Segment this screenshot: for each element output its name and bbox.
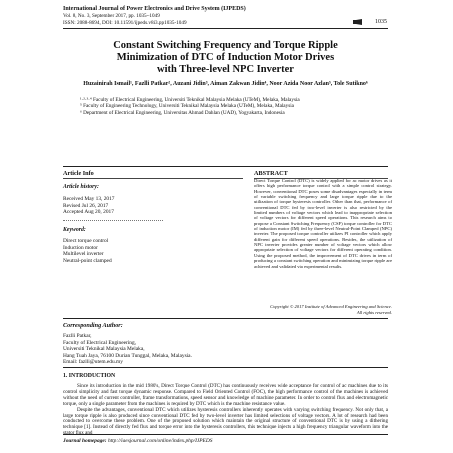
footer: [63, 438, 212, 444]
title-line: Constant Switching Frequency and Torque Ripple: [113, 40, 338, 51]
corresponding-line: Faculty of Electrical Engineering,: [63, 339, 137, 346]
doi-icon: [353, 19, 362, 27]
corresponding-email: Email: fazlli@utem.edu.my: [63, 359, 123, 365]
keyword: Multilevel inverter: [63, 251, 104, 257]
copyright: [254, 304, 392, 315]
introduction-heading: 1. INTRODUCTION: [63, 373, 116, 379]
corresponding-line: Universiti Teknikal Malaysia Melaka,: [63, 346, 145, 352]
footer-label: Journal homepage:: [63, 438, 107, 444]
corresponding-line: Fazlli Patkar,: [63, 333, 92, 339]
copyright-line: All rights reserved.: [356, 309, 392, 315]
corresponding-details: [63, 333, 192, 366]
introduction-body: [63, 384, 388, 437]
affiliation: ⁶ Department of Electrical Engineering, Universitas Ahmad Dahlan (UAD), Yogyakarta, Indonesia: [80, 109, 285, 116]
section-rule-top: [63, 166, 388, 167]
affiliation: ⁵ Faculty of Engineering Technology, Universiti Teknikal Malaysia Melaka (UTeM), Melaka, Malaysia: [80, 103, 294, 110]
info-divider: [63, 220, 163, 221]
paragraph: Despite the advantages, conventional DTC which utilizes hysteresis controllers inherently operates with varying switching frequency. Not only that, a large torque ripple is also produced since conventional DTC fed by two-level inverter has limited selections of voltage vectors. A lot of research had been conducted to overcome these problem. One of the proposed solution which maintain the original structure of conventional DTC is by using a dithering technique [1]. Instead of directly fed flux and torque error into the hysteresis controllers, this technique injects a high frequency triangular waveform into the stator flux and: [63, 406, 388, 437]
abstract-heading: ABSTRACT: [254, 170, 288, 177]
history-item: Accepted Aug 20, 2017: [63, 209, 114, 215]
paragraph: Since its introduction in the mid 1980's, Direct Torque Control (DTC) has continuously receives wide acceptance for control of ac machines due to its control simplicity and fast torque dynamic response. Compared to Field Oriented Control (FOC), the high performance control of the machines is achieved without the need of current controller, frame transformations, speed sensor and knowledge of machine parameter. In order to control flux and electromagnetic torque, only a single parameter from the machines is required by DTC which is the machine resistance value.: [63, 383, 388, 407]
keyword: Induction motor: [63, 244, 98, 251]
section-rule-bottom: [63, 318, 388, 319]
keyword: Neutral-point clamped: [63, 257, 112, 264]
title-line: with Three-level NPC Inverter: [157, 64, 294, 75]
footer-url[interactable]: http://iaesjournal.com/online/index.php/IJPEDS: [107, 438, 213, 444]
history-item: Revised Jul 26, 2017: [63, 202, 109, 209]
article-info-heading: Article Info: [63, 170, 94, 177]
keywords-heading: Keyword:: [63, 227, 86, 233]
affiliations: [80, 97, 380, 116]
history-item: Received May 13, 2017: [63, 196, 115, 202]
journal-name: International Journal of Power Electronics and Drive System (IJPEDS): [63, 6, 246, 12]
authors: Huzainirah Ismail¹, Fazlli Patkar², Auzani Jidin³, Aiman Zakwan Jidin⁴, Noor Azida Noor Azlan⁵, Tole Sutikno⁶: [83, 81, 368, 87]
corresponding-heading: Corresponding Author:: [63, 322, 123, 329]
abstract-text: Direct Torque Control (DTC) is widely applied for ac motor drives as it offers high performance torque control with a simple control strategy. However, conventional DTC poses some disadvantages especially in term of variable switching frequency and large torque ripple due to the utilization of torque hysteresis controller. Other than that, performance of conventional DTC fed by two-level inverter is also restricted by the limited numbers of voltage vectors which lead to inappropriate selection of voltage vectors for different speed operations. This research aims to propose a Constant Switching Frequency (CSF) torque controller for DTC of induction motor (IM) fed by three-level Neutral-Point Clamped (NPC) inverter. The proposed torque controller utilizes PI controller which apply different gain for different speed operations. Besides, the utilization of NPC inverter provides greater number of voltage vectors which allow appropriate selection of voltage vectors for different operating condition. Using the proposed method, the improvement of DTC drives in term of producing a constant switching operation and minimizing torque ripple are achieved and validated via experimental results.: [254, 178, 392, 269]
keyword: Direct torque control: [63, 238, 109, 244]
info-rule: [63, 178, 243, 179]
footer-rule: [63, 434, 388, 435]
history-heading: Article history:: [63, 184, 99, 190]
corresponding-line: Hang Tuah Jaya, 76100 Durian Tunggal, Melaka, Malaysia.: [63, 352, 192, 359]
keywords-list: [63, 238, 112, 264]
copyright-line: Copyright © 2017 Institute of Advanced Engineering and Science.: [270, 304, 392, 309]
paper-title: [63, 40, 388, 76]
header-rule: [63, 28, 388, 29]
history-list: [63, 196, 115, 216]
affiliation: ¹·²·³·⁴ Faculty of Electrical Engineering, Universiti Teknikal Malaysia Melaka (UTeM), Melaka, Malaysia: [80, 97, 300, 103]
title-line: Minimization of DTC of Induction Motor Drives: [116, 52, 335, 63]
page-number: 1035: [375, 19, 387, 25]
journal-volume: Vol. 8, No. 3, September 2017, pp. 1035~1049: [63, 13, 160, 19]
corresponding-rule: [63, 367, 388, 368]
journal-issn-doi: ISSN: 2088-8694, DOI: 10.11591/ijpeds.v8i3.pp1035-1049: [63, 20, 187, 26]
